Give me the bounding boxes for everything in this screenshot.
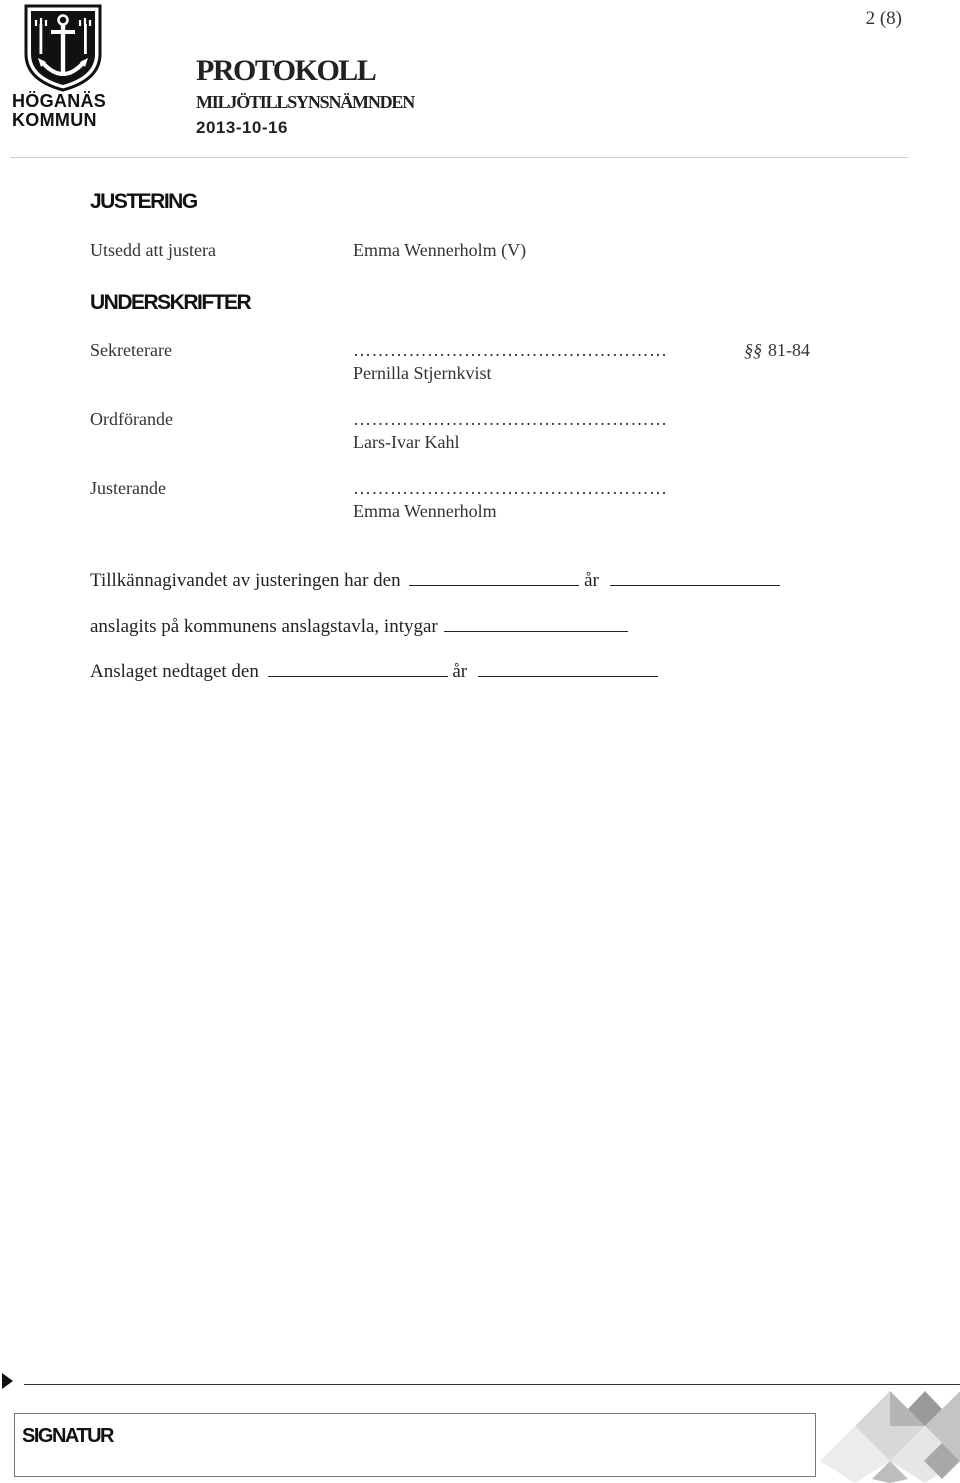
signature-line: …………………………………………… [353,409,668,429]
paragraph-range: 81-84 [768,340,810,360]
header-divider [10,157,908,158]
underskrifter-heading: UNDERSKRIFTER [90,291,251,314]
committee-name: MILJÖTILLSYNSNÄMNDEN [196,92,415,112]
ar-label: år [584,570,599,591]
signature-blank [444,617,628,632]
year-blank [478,662,658,677]
justering-label: Utsedd att justera [90,240,216,260]
signature-label: SIGNATUR [22,1425,113,1447]
logo-text-line1: HÖGANÄS [12,91,107,111]
anslag-line-3-text: Anslaget nedtaget den [90,661,259,682]
date-blank [268,662,448,677]
section-sign: §§ [744,340,762,360]
justering-heading: JUSTERING [90,190,197,213]
triangle-marker-icon [0,1371,16,1391]
ar-label: år [452,661,468,682]
signer-name-justerande: Emma Wennerholm [353,501,497,521]
anslag-line-2 [90,616,628,638]
meeting-date: 2013-10-16 [196,118,288,137]
signer-role-justerande: Justerande [90,478,166,498]
anslag-line-3 [90,661,658,683]
anslag-line-1 [90,570,780,592]
signature-line: …………………………………………… [353,340,668,360]
signer-name-sekreterare: Pernilla Stjernkvist [353,363,492,383]
signature-box [14,1413,816,1477]
anslag-line-2-text: anslagits på kommunens anslagstavla, intygar [90,616,438,637]
justering-value: Emma Wennerholm (V) [353,240,527,260]
year-blank [610,571,780,586]
signer-role-ordforande: Ordförande [90,409,173,429]
signature-line: …………………………………………… [353,478,668,498]
document-title: PROTOKOLL [196,54,376,87]
date-blank [409,571,579,586]
signer-name-ordforande: Lars-Ivar Kahl [353,432,460,452]
logo-text-line2: KOMMUN [12,110,97,130]
logo-wordmark [12,92,106,130]
anslag-line-1-text: Tillkännagivandet av justeringen har den [90,570,401,591]
page-number: 2 (8) [865,8,902,29]
diamond-pattern-decoration [820,1383,960,1483]
signer-role-sekreterare: Sekreterare [90,340,172,360]
